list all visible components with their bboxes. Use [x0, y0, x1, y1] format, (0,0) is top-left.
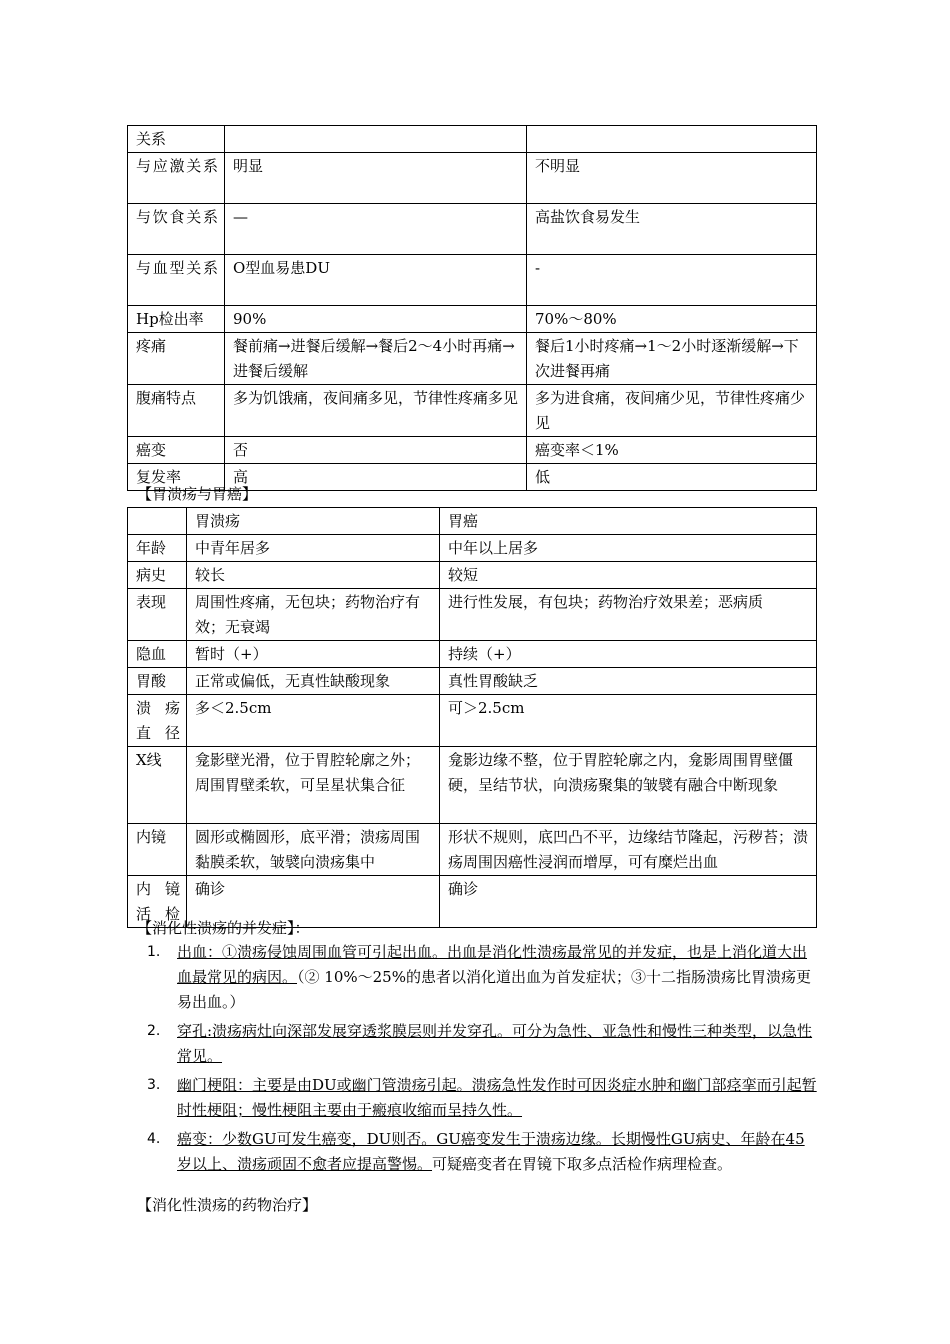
gu-cell: 中青年居多: [187, 535, 440, 562]
table-row: [128, 747, 817, 824]
row-label: 疼痛: [128, 333, 225, 385]
complication-main-text: 癌变：少数GU可发生癌变，DU则否。GU癌变发生于溃疡边缘。长期慢性GU病史、年龄在45岁以上、溃疡顽固不愈者应提高警惕。: [177, 1130, 805, 1173]
table-header-row: [128, 508, 817, 535]
complication-main-text: 出血：①溃疡侵蚀周围血管可引起出血。出血是消化性溃疡最常见的并发症，也是上消化道大出血最常见的病因。: [177, 943, 808, 986]
du-cell: 多为饥饿痛，夜间痛多见，节律性疼痛多见: [225, 385, 527, 437]
complication-extra-text: （② 10%～25%的患者以消化道出血为首发症状；③十二指肠溃疡比胃溃疡更易出血。）: [177, 968, 811, 1011]
table-row: [128, 333, 817, 385]
section-title-gu-vs-gastric-cancer: 【胃溃疡与胃癌】: [137, 485, 258, 503]
table-row: [128, 562, 817, 589]
cancer-cell: 进行性发展，有包块；药物治疗效果差；恶病质: [440, 589, 817, 641]
cancer-cell: 确诊: [440, 876, 817, 928]
section-title-complications: 【消化性溃疡的并发症】：: [137, 919, 310, 937]
list-item: [137, 1073, 817, 1123]
cancer-cell: 可＞2.5cm: [440, 695, 817, 747]
row-label: 与饮食关系: [128, 204, 225, 255]
row-label: 关系: [128, 126, 225, 153]
du-cell: O型血易患DU: [225, 255, 527, 306]
table-row: [128, 695, 817, 747]
gu-cell: 餐后1小时疼痛→1～2小时逐渐缓解→下次进餐再痛: [527, 333, 817, 385]
gu-cell: 不明显: [527, 153, 817, 204]
gu-cell: -: [527, 255, 817, 306]
table-row: [128, 589, 817, 641]
gu-cell: 癌变率＜1%: [527, 437, 817, 464]
gu-cell: 多为进食痛，夜间痛少见，节律性疼痛少见: [527, 385, 817, 437]
du-cell: 餐前痛→进餐后缓解→餐后2～4小时再痛→进餐后缓解: [225, 333, 527, 385]
du-cell: 明显: [225, 153, 527, 204]
row-label: 腹痛特点: [128, 385, 225, 437]
row-label: Hp检出率: [128, 306, 225, 333]
gu-cell: [527, 126, 817, 153]
cancer-cell: 较短: [440, 562, 817, 589]
cancer-cell: 龛影边缘不整，位于胃腔轮廓之内，龛影周围胃壁僵硬，呈结节状，向溃疡聚集的皱襞有融合中断现象: [440, 747, 817, 824]
gu-cell: 低: [527, 464, 817, 491]
table-row: [128, 255, 817, 306]
table-row: [128, 535, 817, 562]
table-row: [128, 668, 817, 695]
gu-cell: 圆形或椭圆形，底平滑；溃疡周围黏膜柔软，皱襞向溃疡集中: [187, 824, 440, 876]
du-cell: 否: [225, 437, 527, 464]
gu-cell: 龛影壁光滑，位于胃腔轮廓之外；周围胃壁柔软，可呈星状集合征: [187, 747, 440, 824]
table-row: [128, 385, 817, 437]
row-label: 与应激关系: [128, 153, 225, 204]
gu-cell: 高盐饮食易发生: [527, 204, 817, 255]
row-label: 复发率: [128, 464, 225, 491]
gu-cell: 正常或偏低，无真性缺酸现象: [187, 668, 440, 695]
row-label: 内镜活检: [128, 876, 187, 928]
row-label: 胃酸: [128, 668, 187, 695]
row-label: 隐血: [128, 641, 187, 668]
row-label: 癌变: [128, 437, 225, 464]
table-row: [128, 641, 817, 668]
complications-list: [137, 940, 817, 1181]
row-label: 年龄: [128, 535, 187, 562]
complication-extra-text: 可疑癌变者在胃镜下取多点活检作病理检查。: [432, 1155, 733, 1173]
list-item-number: 3.: [147, 1077, 161, 1093]
header-cell: 胃溃疡: [187, 508, 440, 535]
row-label: 内镜: [128, 824, 187, 876]
list-item: [137, 1127, 817, 1177]
cancer-cell: 真性胃酸缺乏: [440, 668, 817, 695]
gu-gastric-cancer-table: [127, 507, 817, 928]
gu-cell: 70%～80%: [527, 306, 817, 333]
gu-cell: 多＜2.5cm: [187, 695, 440, 747]
du-cell: [225, 126, 527, 153]
row-label: 病史: [128, 562, 187, 589]
complication-main-text: 穿孔:溃疡病灶向深部发展穿透浆膜层则并发穿孔。可分为急性、亚急性和慢性三种类型，以急性常见。: [177, 1022, 813, 1065]
list-item-number: 1.: [147, 944, 161, 960]
gu-cell: 确诊: [187, 876, 440, 928]
gu-cell: 周围性疼痛，无包块；药物治疗有效；无衰竭: [187, 589, 440, 641]
cancer-cell: 形状不规则，底凹凸不平，边缘结节隆起，污秽苔；溃疡周围因癌性浸润而增厚，可有糜烂出血: [440, 824, 817, 876]
header-cell: 胃癌: [440, 508, 817, 535]
cancer-cell: 中年以上居多: [440, 535, 817, 562]
table-row: [128, 437, 817, 464]
gu-cell: 较长: [187, 562, 440, 589]
cancer-cell: 持续（+）: [440, 641, 817, 668]
header-cell: [128, 508, 187, 535]
section-title-drug-therapy: 【消化性溃疡的药物治疗】: [137, 1196, 318, 1214]
gu-cell: 暂时（+）: [187, 641, 440, 668]
list-item: [137, 940, 817, 1015]
list-item-number: 4.: [147, 1131, 161, 1147]
du-cell: 90%: [225, 306, 527, 333]
du-cell: 高: [225, 464, 527, 491]
complication-main-text: 幽门梗阻：主要是由DU或幽门管溃疡引起。溃疡急性发作时可因炎症水肿和幽门部痉挛而引起暂时性梗阻；慢性梗阻主要由于瘢痕收缩而呈持久性。: [177, 1076, 817, 1119]
table-row: [128, 824, 817, 876]
row-label: 表现: [128, 589, 187, 641]
list-item-number: 2.: [147, 1023, 161, 1039]
row-label: X线: [128, 747, 187, 824]
list-item: [137, 1019, 817, 1069]
table-row: [128, 126, 817, 153]
table-row: [128, 306, 817, 333]
du-gu-comparison-table: [127, 125, 817, 491]
table-row: [128, 153, 817, 204]
du-cell: —: [225, 204, 527, 255]
row-label: 与血型关系: [128, 255, 225, 306]
table-row: [128, 204, 817, 255]
row-label: 溃疡直径: [128, 695, 187, 747]
